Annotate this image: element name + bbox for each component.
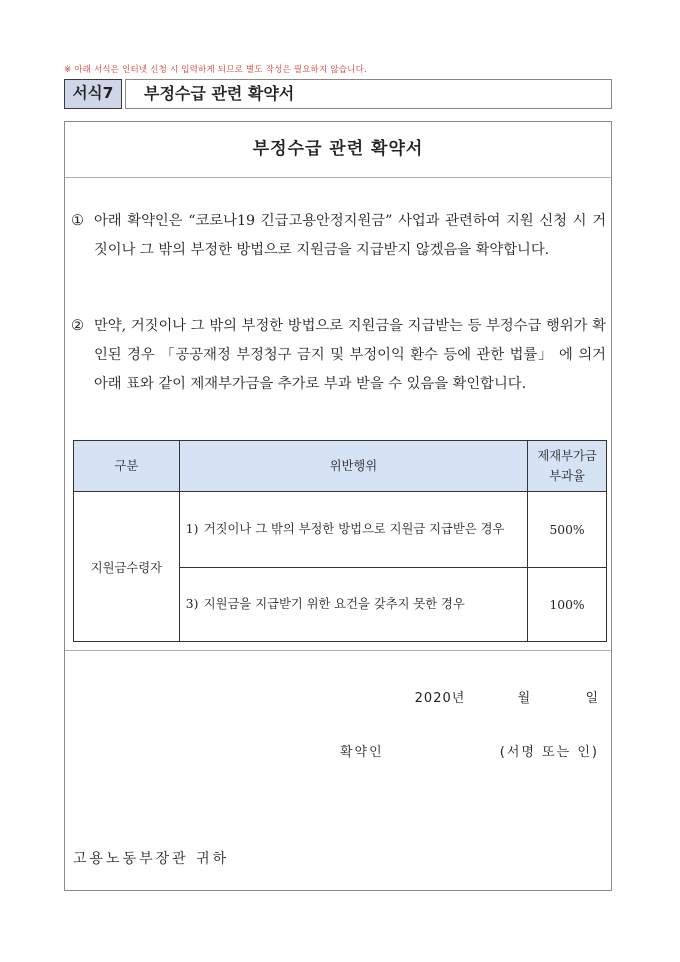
- violation-text: 거짓이나 그 밖의 부정한 방법으로 지원금 지급받은 경우: [203, 522, 505, 536]
- signature-area: [65, 650, 611, 891]
- header-rate-line2: 부과율: [549, 469, 585, 483]
- header-violation: 위반행위: [179, 441, 527, 492]
- notice-text: ※ 아래 서식은 인터넷 신청 시 입력하게 되므로 별도 작성은 필요하지 않습니다.: [64, 65, 367, 75]
- signer-label: 확약인: [340, 745, 384, 760]
- paragraph-2-number: ②: [71, 318, 84, 334]
- penalty-table: [73, 440, 607, 642]
- category-cell: 지원금수령자: [74, 492, 180, 642]
- paragraph-1-number: ①: [71, 213, 84, 229]
- document-frame: [64, 121, 612, 891]
- document-title: 부정수급 관련 확약서: [65, 122, 611, 178]
- paragraph-2: [71, 312, 606, 399]
- form-title: 부정수급 관련 확약서: [125, 79, 612, 109]
- form-header: [64, 79, 612, 109]
- recipient-line: 고용노동부장관 귀하: [73, 851, 230, 867]
- table-row: [74, 492, 607, 568]
- paragraph-1-text: 아래 확약인은 “코로나19 긴급고용안정지원금” 사업과 관련하여 지원 신청 시 거짓이나 그 밖의 부정한 방법으로 지원금을 지급받지 않겠음을 확약합니다.: [94, 213, 606, 258]
- date-day: 일: [585, 691, 599, 706]
- violation-number: 1): [185, 522, 199, 536]
- violation-number: 3): [185, 597, 199, 611]
- header-rate-line1: 제재부가금: [537, 449, 597, 463]
- violation-cell: [179, 568, 527, 642]
- paragraph-1: [71, 207, 606, 265]
- paragraph-2-text: 만약, 거짓이나 그 밖의 부정한 방법으로 지원금을 지급받는 등 부정수급 행위가 확인된 경우 「공공재정 부정청구 금지 및 부정이익 환수 등에 관한 법률」 에 의거 아래 표와 같이 제재부가금을 추가로 부과 받을 수 있음을 확인합니다.: [94, 318, 606, 392]
- rate-cell: 100%: [528, 568, 607, 642]
- signature-note: (서명 또는 인): [499, 745, 599, 760]
- violation-cell: [179, 492, 527, 568]
- date-year: 2020년: [414, 691, 466, 706]
- table-header-row: [74, 441, 607, 492]
- date-month: 월: [517, 691, 532, 706]
- header-category: 구분: [74, 441, 180, 492]
- violation-text: 지원금을 지급받기 위한 요건을 갖추지 못한 경우: [203, 597, 465, 611]
- rate-cell: 500%: [528, 492, 607, 568]
- header-rate: [528, 441, 607, 492]
- form-number-tag: 서식7: [64, 79, 122, 109]
- date-line: [415, 687, 599, 706]
